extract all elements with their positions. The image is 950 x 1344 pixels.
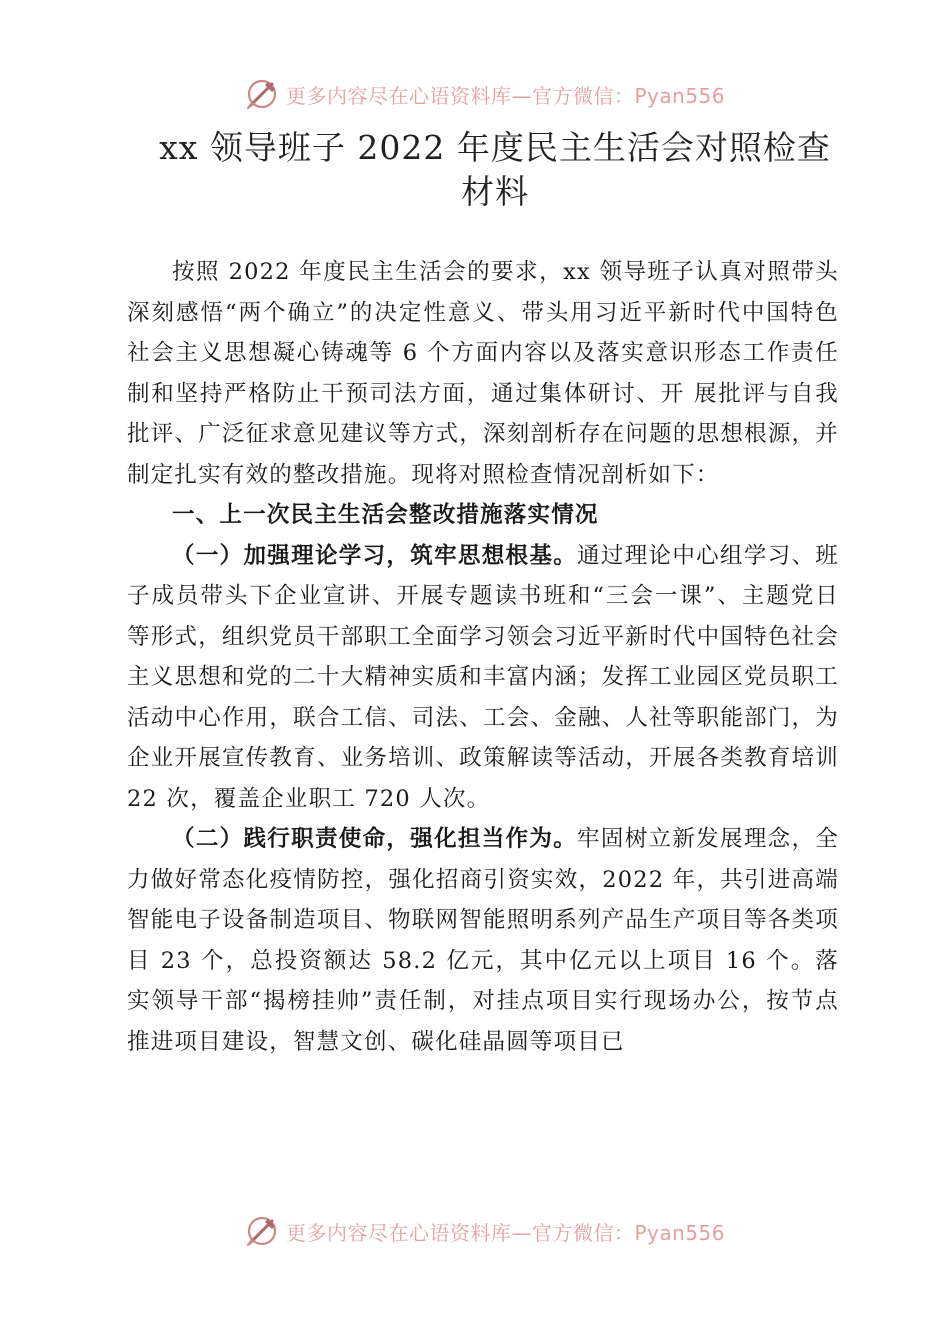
item-text-1: 通过理论中心组学习、班子成员带头下企业宣讲、开展专题读书班和“三会一课”、主题党日等形式，组织党员干部职工全面学习领会习近平新时代中国特色社会主义思想和党的二十大精神实质和丰富内涵；发挥工业园区党员职工活动中心作用，联合工信、司法、工会、金融、人社等职能部门，为企业开展宣传教育、业务培训、政策解读等活动，开展各类教育培训 22 次，覆盖企业职工 720 人次。	[127, 542, 840, 812]
pen-logo-icon	[244, 76, 280, 112]
item-paragraph-2	[127, 819, 839, 1062]
watermark-footer	[244, 1211, 725, 1251]
item-text-2: 牢固树立新发展理念，全力做好常态化疫情防控，强化招商引资实效，2022 年，共引进高端智能电子设备制造项目、物联网智能照明系列产品生产项目等各类项目 23 个，总投资额达 58.2 亿元，其中亿元以上项目 16 个。落实领导干部“揭榜挂帅”责任制，对挂点项目实行现场办公，按节点推进项目建设，智慧文创、碳化硅晶圆等项目已	[127, 826, 840, 1055]
page-title	[100, 126, 890, 214]
item-lead-1: （一）加强理论学习，筑牢思想根基。	[172, 542, 578, 569]
title-line-1: xx 领导班子 2022 年度民主生活会对照检查	[159, 128, 831, 167]
document-body	[127, 252, 839, 1062]
pen-logo-icon	[244, 1213, 280, 1249]
watermark-text: 更多内容尽在心语资料库—官方微信：Pyan556	[286, 1220, 726, 1245]
watermark-header	[244, 74, 725, 114]
item-lead-2: （二）践行职责使命，强化担当作为。	[172, 826, 578, 852]
item-paragraph-1	[127, 536, 839, 820]
intro-paragraph: 按照 2022 年度民主生活会的要求，xx 领导班子认真对照带头深刻感悟“两个确立”的决定性意义、带头用习近平新时代中国特色社会主义思想凝心铸魂等 6 个方面内容以及落实意识形态工作责任制和坚持严格防止干预司法方面，通过集体研讨、开 展批评与自我批评、广泛征求意见建议等方式，深刻剖析存在问题的思想根源，并制定扎实有效的整改措施。现将对照检查情况剖析如下：	[127, 259, 839, 488]
section-heading-1: 一、上一次民主生活会整改措施落实情况	[172, 502, 599, 528]
watermark-text: 更多内容尽在心语资料库—官方微信：Pyan556	[286, 83, 726, 108]
title-line-2: 材料	[461, 172, 529, 211]
